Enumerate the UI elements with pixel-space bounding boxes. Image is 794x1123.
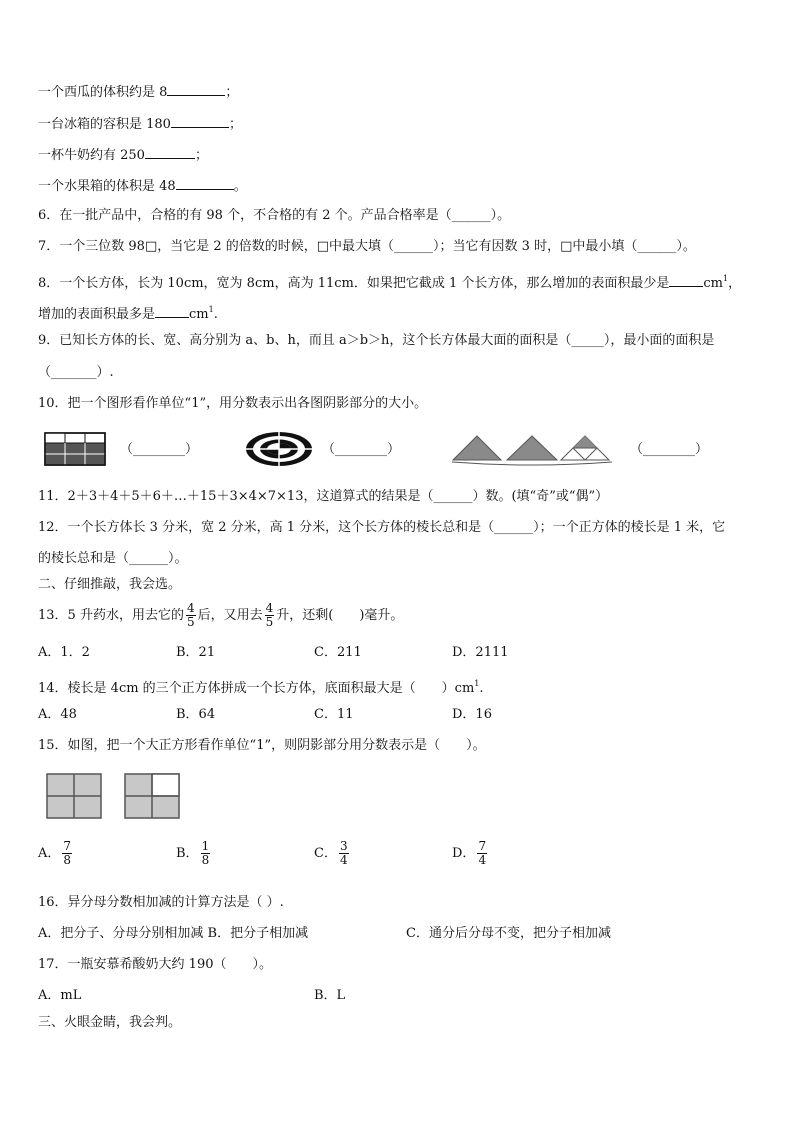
q17-option-a[interactable]: A．mL	[38, 988, 82, 1003]
figure-triangles	[450, 432, 616, 466]
question-10: 10．把一个图形看作单位“1”，用分数表示出各图阴影部分的大小。	[38, 396, 428, 411]
figure-grid-shaded	[44, 432, 106, 466]
q13-option-d[interactable]: D．2111	[452, 645, 509, 660]
question-6: 6．在一批产品中，合格的有 98 个，不合格的有 2 个。产品合格率是（______）。	[38, 208, 511, 223]
question-17: 17．一瓶安慕希酸奶大约 190（ ）。	[38, 957, 272, 972]
figure-concentric-circles	[244, 430, 314, 468]
item-fridge: 一台冰箱的容积是 180 ；	[38, 114, 242, 134]
answer-paren-3[interactable]: （________）	[630, 442, 709, 457]
q15-option-c[interactable]: C． $\frac{3}{4}$	[314, 839, 348, 867]
q16-option-c[interactable]: C．通分后分母不变，把分子相加减	[406, 926, 611, 941]
fraction: $\frac{1}{8}$	[201, 839, 210, 867]
q14-option-b[interactable]: B．64	[176, 707, 216, 722]
figure-square-full	[46, 773, 102, 819]
q16-option-ab[interactable]: A．把分子、分母分别相加减 B．把分子相加减	[38, 926, 309, 941]
item-fruit-box: 一个水果箱的体积是 48 。	[38, 176, 247, 196]
question-13: 13．5 升药水，用去它的 $\frac{4}{5}$ 后，又用去 $\frac{4}{5}$ 升，还剩( )毫升。	[38, 601, 404, 629]
question-8-line1: 8．一个长方体，长为 10cm，宽为 8cm，高为 11cm．如果把它截成 1 个长方体，那么增加的表面积最少是 $cm^1$，	[38, 274, 742, 291]
answer-blank[interactable]	[167, 82, 225, 96]
item-watermelon: 一个西瓜的体积约是 8 ；	[38, 82, 238, 102]
section-3-heading: 三、火眼金睛，我会判。	[38, 1015, 182, 1030]
q14-option-c[interactable]: C．11	[314, 707, 354, 722]
fraction: $\frac{7}{8}$	[63, 839, 72, 867]
answer-blank[interactable]	[171, 114, 229, 128]
answer-blank[interactable]	[155, 304, 189, 318]
question-7: 7．一个三位数 98□，当它是 2 的倍数的时候，□中最大填（______）；当它有因数 3 时，□中最小填（______）。	[38, 239, 696, 254]
q14-option-d[interactable]: D．16	[452, 707, 492, 722]
section-2-heading: 二、仔细推敲，我会选。	[38, 577, 182, 592]
fraction: $\frac{3}{4}$	[339, 839, 348, 867]
answer-blank[interactable]	[176, 176, 234, 190]
answer-paren-1[interactable]: （________）	[120, 442, 199, 457]
question-8-line2: 增加的表面积最多是 $cm^1$.	[38, 305, 218, 322]
fraction: $\frac{4}{5}$	[265, 601, 274, 629]
answer-paren-2[interactable]: （________）	[322, 442, 401, 457]
q13-option-b[interactable]: B．21	[176, 645, 216, 660]
figure-square-partial	[124, 773, 180, 819]
q15-option-b[interactable]: B． $\frac{1}{8}$	[176, 839, 210, 867]
q13-option-c[interactable]: C．211	[314, 645, 362, 660]
answer-blank[interactable]	[145, 145, 195, 159]
question-12-line1: 12．一个长方体长 3 分米，宽 2 分米，高 1 分米，这个长方体的棱长总和是（______）；一个正方体的棱长是 1 米，它	[38, 520, 726, 535]
q15-option-a[interactable]: A． $\frac{7}{8}$	[38, 839, 72, 867]
question-14: 14．棱长是 4cm 的三个正方体拼成一个长方体，底面积最大是（ ）$cm^1$.	[38, 679, 484, 696]
question-9-line2: （_______）.	[38, 365, 114, 380]
q15-option-d[interactable]: D． $\frac{7}{4}$	[452, 839, 487, 867]
fraction: $\frac{4}{5}$	[186, 601, 195, 629]
question-16: 16．异分母分数相加减的计算方法是（ ）.	[38, 895, 284, 910]
answer-blank[interactable]	[669, 273, 703, 287]
question-9-line1: 9．已知长方体的长、宽、高分别为 a、b、h，而且 a＞b＞h，这个长方体最大面的面积是（_____），最小面的面积是	[38, 333, 715, 348]
item-milk: 一杯牛奶约有 250 ；	[38, 145, 208, 165]
fraction: $\frac{7}{4}$	[478, 839, 487, 867]
question-12-line2: 的棱长总和是（______）。	[38, 551, 188, 566]
q13-option-a[interactable]: A．1．2	[38, 645, 90, 660]
q17-option-b[interactable]: B．L	[314, 988, 346, 1003]
question-11: 11．2＋3＋4＋5＋6＋…＋15＋3×4×7×13，这道算式的结果是（______）数。(填“奇”或“偶”）	[38, 489, 609, 504]
question-15: 15．如图，把一个大正方形看作单位“1”，则阴影部分用分数表示是（ ）。	[38, 738, 486, 753]
q14-option-a[interactable]: A．48	[38, 707, 77, 722]
